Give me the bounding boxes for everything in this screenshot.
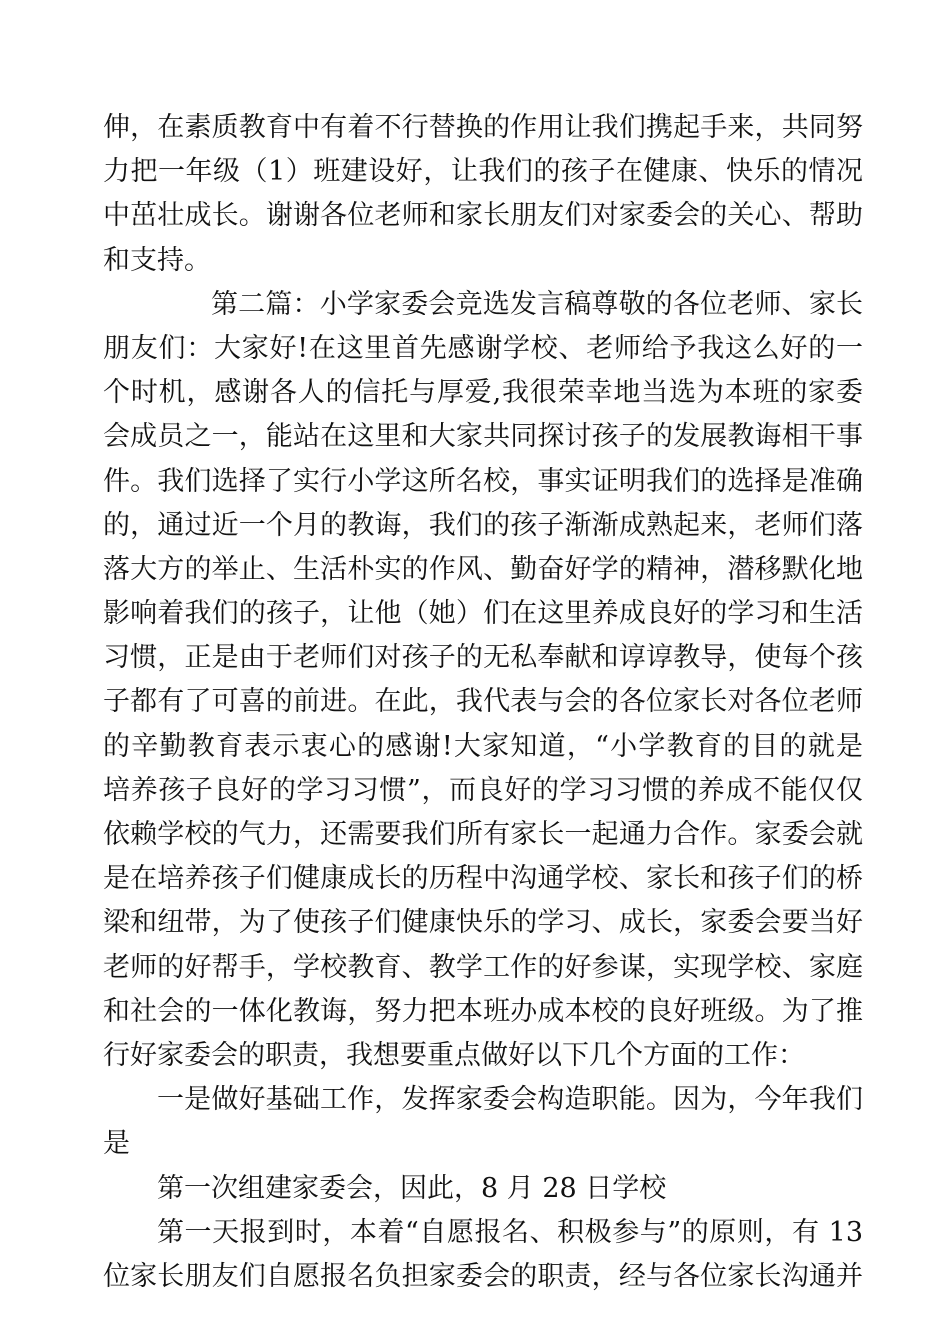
text-line: 力把一年级（1）班建设好，让我们的孩子在健康、快乐的情况 [103, 156, 863, 188]
text-line: 件。我们选择了实行小学这所名校，事实证明我们的选择是准确 [103, 465, 863, 497]
text-line: 是 [103, 1128, 130, 1160]
text-line: 依赖学校的气力，还需要我们所有家长一起通力合作。家委会就 [103, 819, 863, 850]
text-line: 伸，在素质教育中有着不行替换的作用让我们携起手来，共同努 [103, 112, 863, 143]
text-line: 朋友们：大家好!在这里首先感谢学校、老师给予我这么好的一 [103, 332, 863, 364]
document-body [103, 106, 863, 1299]
text-line: 行好家委会的职责，我想要重点做好以下几个方面的工作： [103, 1039, 805, 1071]
text-line: 培养孩子良好的学习习惯”，而良好的学习习惯的养成不能仅仅 [103, 774, 863, 806]
text-line: 第一天报到时，本着“自愿报名、积极参与”的原则，有 13 [157, 1216, 863, 1248]
text-line: 的，通过近一个月的教诲，我们的孩子渐渐成熟起来，老师们落 [103, 509, 863, 541]
text-line: 位家长朋友们自愿报名负担家委会的职责，经与各位家长沟通并 [103, 1260, 863, 1292]
text-line: 一是做好基础工作，发挥家委会构造职能。因为，今年我们 [157, 1084, 863, 1116]
text-line: 和社会的一体化教诲，努力把本班办成本校的良好班级。为了推 [103, 995, 863, 1027]
text-line: 习惯，正是由于老师们对孩子的无私奉献和谆谆教导，使每个孩 [103, 642, 863, 674]
text-line: 梁和纽带，为了使孩子们健康快乐的学习、成长，家委会要当好 [103, 907, 863, 939]
text-line: 影响着我们的孩子，让他（她）们在这里养成良好的学习和生活 [103, 598, 863, 630]
text-line: 子都有了可喜的前进。在此，我代表与会的各位家长对各位老师 [103, 686, 863, 718]
text-line: 老师的好帮手，学校教育、教学工作的好参谋，实现学校、家庭 [103, 951, 863, 983]
text-line: 个时机，感谢各人的信托与厚爱,我很荣幸地当选为本班的家委 [103, 377, 863, 409]
text-line: 中茁壮成长。谢谢各位老师和家长朋友们对家委会的关心、帮助 [103, 200, 863, 232]
text-line: 第二篇：小学家委会竞选发言稿尊敬的各位老师、家长 [211, 288, 863, 320]
text-line: 是在培养孩子们健康成长的历程中沟通学校、家长和孩子们的桥 [103, 863, 863, 895]
text-line: 和支持。 [103, 244, 211, 276]
text-line: 第一次组建家委会，因此，8 月 28 日学校 [157, 1172, 667, 1204]
text-line: 会成员之一，能站在这里和大家共同探讨孩子的发展教诲相干事 [103, 421, 863, 453]
text-line: 落大方的举止、生活朴实的作风、勤奋好学的精神，潜移默化地 [103, 553, 863, 585]
text-line: 的辛勤教育表示衷心的感谢!大家知道，“小学教育的目的就是 [103, 730, 863, 762]
